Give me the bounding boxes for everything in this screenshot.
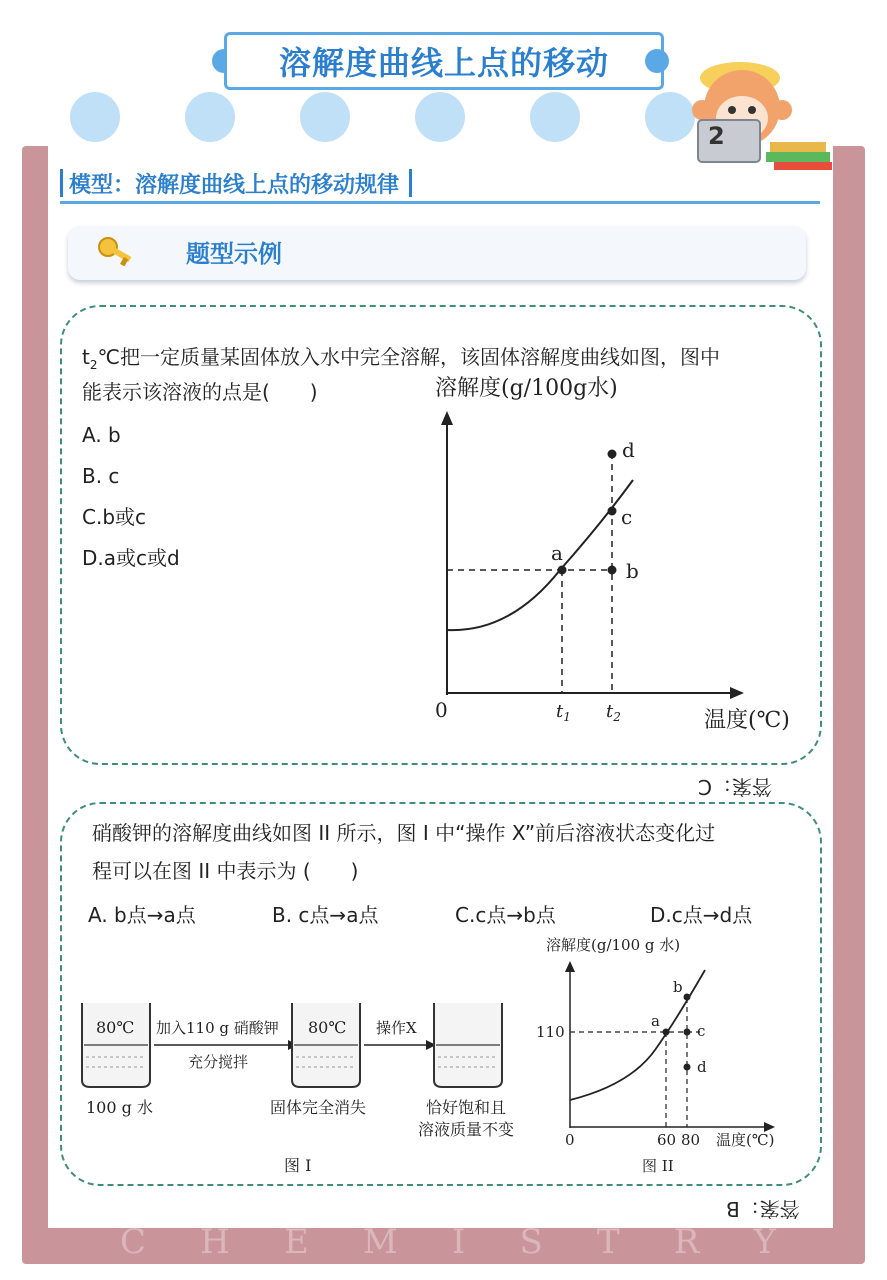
question2-option-a: A. b点→a点: [88, 903, 196, 927]
question1-stem-line1: $t_2℃$把一定质量某固体放入水中完全溶解，该固体溶解度曲线如图，图中: [82, 345, 720, 372]
question2-option-c: C.c点→b点: [455, 903, 556, 927]
graph2-label-a: a: [651, 1012, 660, 1030]
graph1-point-c: [608, 507, 617, 516]
graph2-label-d: d: [697, 1058, 707, 1076]
graph2-ylabel: 溶解度(g/100 g 水): [546, 936, 681, 954]
watermark-letter: S: [519, 1222, 547, 1262]
beaker2-temp: 80℃: [308, 1018, 347, 1037]
watermark-letter: C: [120, 1222, 151, 1262]
beaker3-label2: 溶液质量不变: [418, 1120, 515, 1139]
arrow2-top-label: 操作X: [376, 1019, 417, 1037]
graph2-label-b: b: [673, 978, 683, 996]
graph2-xtick-60: 60: [657, 1131, 677, 1149]
question1-option-a: A. b: [82, 423, 121, 447]
graph2-point-a: [663, 1029, 670, 1036]
model-heading-text: 模型：溶解度曲线上点的移动规律: [69, 172, 400, 198]
graph2-curve: [570, 970, 705, 1100]
figure1-caption: 图 I: [284, 1156, 312, 1175]
graph2-ytick-110: 110: [536, 1023, 565, 1041]
graph2-point-b: [684, 994, 691, 1001]
graph1-xlabel: 温度(℃): [704, 708, 790, 733]
graph2-xtick-80: 80: [681, 1131, 701, 1149]
heading-bar: [409, 169, 412, 197]
watermark-letter: I: [451, 1222, 470, 1262]
page-title: 溶解度曲线上点的移动: [224, 32, 664, 90]
beaker1-label: 100 g 水: [86, 1098, 153, 1117]
example-label: 题型示例: [186, 240, 282, 268]
graph1-point-a: [558, 566, 567, 575]
graph1-origin: 0: [435, 698, 448, 722]
model-heading: [60, 165, 412, 201]
title-right-dot: [645, 49, 669, 73]
beaker2-label: 固体完全消失: [270, 1098, 367, 1117]
question2-option-d: D.c点→d点: [650, 903, 753, 927]
watermark-letter: H: [200, 1222, 234, 1262]
deco-circle: [415, 92, 465, 142]
question2-figure1: [70, 995, 550, 1180]
graph1-t1-label: $t_1$: [556, 701, 571, 724]
question2-stem-line1: 硝酸钾的溶解度曲线如图 II 所示，图 I 中“操作 X”前后溶液状态变化过: [92, 821, 716, 845]
heading-bar: [60, 169, 63, 197]
graph2-label-c: c: [697, 1022, 706, 1040]
question1-option-d: D.a或c或d: [82, 546, 180, 570]
graph1-label-b: b: [626, 559, 639, 583]
arrow1-bottom-label: 充分搅拌: [188, 1053, 249, 1071]
question1-solubility-graph: [400, 365, 820, 745]
chemistry-watermark: [120, 1222, 780, 1262]
graph1-label-d: d: [622, 438, 635, 462]
graph2-point-c: [684, 1029, 691, 1036]
heading-underline: [60, 201, 820, 204]
deco-circle: [300, 92, 350, 142]
arrow1-top-label: 加入110 g 硝酸钾: [156, 1019, 279, 1037]
graph1-x-arrow: [730, 687, 744, 699]
mascot-sign-number: 2: [708, 122, 725, 150]
question1-option-c: C.b或c: [82, 505, 147, 529]
graph2-y-arrow: [565, 961, 575, 972]
graph1-t2-label: $t_2$: [606, 701, 621, 724]
question2-figure2: [530, 930, 800, 1180]
watermark-letter: T: [596, 1222, 624, 1262]
question1-option-b: B. c: [82, 464, 120, 488]
watermark-letter: R: [673, 1222, 704, 1262]
question2-answer: 答案：B: [726, 1197, 800, 1221]
question1-stem-line2: 能表示该溶液的点是( ): [82, 380, 318, 404]
deco-circle: [530, 92, 580, 142]
beaker3-label1: 恰好饱和且: [426, 1098, 507, 1117]
question2-option-b: B. c点→a点: [272, 903, 379, 927]
graph1-y-arrow: [441, 411, 453, 425]
graph1-point-b: [608, 566, 617, 575]
graph1-label-a: a: [551, 541, 563, 565]
graph1-curve: [447, 480, 633, 630]
graph2-xlabel: 温度(℃): [716, 1131, 775, 1149]
watermark-letter: M: [362, 1222, 402, 1262]
monkey-mascot-icon: [680, 40, 840, 180]
beaker1-temp: 80℃: [96, 1018, 135, 1037]
question1-answer: 答案：C: [698, 775, 772, 799]
graph1-point-d: [608, 450, 617, 459]
graph1-label-c: c: [621, 505, 633, 529]
key-icon: [98, 235, 138, 269]
watermark-letter: Y: [753, 1222, 780, 1262]
deco-circle: [185, 92, 235, 142]
example-banner: [68, 226, 806, 280]
question2-stem-line2: 程可以在图 II 中表示为 ( ): [92, 859, 359, 883]
graph1-ylabel: 溶解度(g/100g水): [435, 376, 618, 401]
deco-circle: [70, 92, 120, 142]
watermark-letter: E: [283, 1222, 313, 1262]
graph2-point-d: [684, 1064, 691, 1071]
graph2-caption: 图 II: [642, 1157, 674, 1175]
graph2-origin: 0: [565, 1131, 575, 1149]
